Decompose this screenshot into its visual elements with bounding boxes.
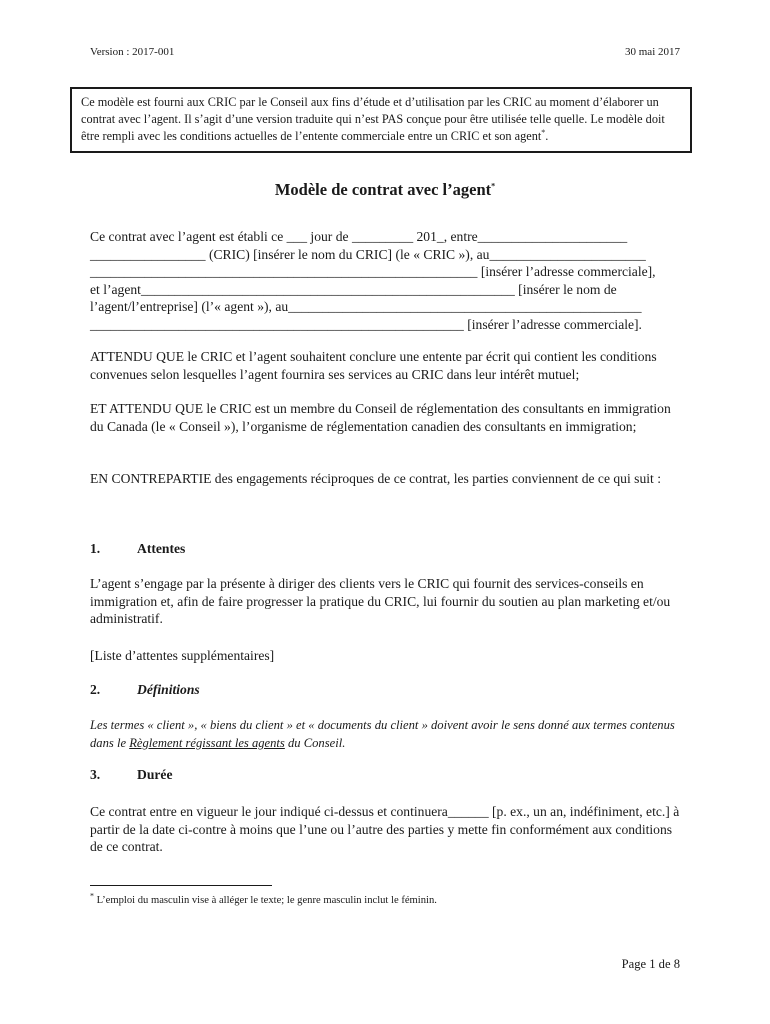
attentes-paragraph: L’agent s’engage par la présente à diriger des clients vers le CRIC qui fournit des services-conseils en immigration et, afin de faire progresser la pratique du CRIC, lui fournir du soutien au plan marketing et/ou administratif.: [90, 576, 671, 626]
footnote: [90, 891, 437, 906]
section-title: Attentes: [137, 541, 186, 556]
intro-line: _________________________________________________________ [insérer l’adresse commerciale],: [90, 264, 656, 279]
section-number: 3.: [90, 767, 101, 782]
page-header: [90, 46, 680, 58]
section-number: 2.: [90, 682, 101, 697]
definitions-text-start: Les termes « client », « biens du client » et « documents du client » doivent avoir le sens donné aux termes contenus dans le: [90, 718, 675, 750]
attentes-list-placeholder: [Liste d’attentes supplémentaires]: [90, 648, 275, 663]
version-label: Version : 2017-001: [90, 46, 175, 58]
section-title: Définitions: [137, 682, 200, 697]
intro-line: l’agent/l’entreprise] (l’« agent »), au____________________________________________________: [90, 299, 642, 314]
section-number: 1.: [90, 541, 101, 556]
document-title: [0, 180, 770, 200]
reglement-link[interactable]: Règlement régissant les agents: [129, 735, 285, 750]
intro-line: _________________ (CRIC) [insérer le nom du CRIC] (le « CRIC »), au_______________________: [90, 246, 646, 262]
notice-text: Ce modèle est fourni aux CRIC par le Conseil aux fins d’étude et d’utilisation par les CRIC au moment d’élaborer un contrat avec l’agent. Il s’agit d’une version traduite qui n’est PAS conçue pour être utilisée telle quelle. Le modèle doit être rempli avec les conditions actuelles de l’entente commerciale entre un CRIC et son agent: [81, 95, 665, 143]
footnote-text: L’emploi du masculin vise à alléger le texte; le genre masculin inclut le féminin.: [94, 895, 437, 906]
footnote-divider: [90, 885, 272, 886]
duree-paragraph: Ce contrat entre en vigueur le jour indiqué ci-dessus et continuera______ [p. ex., un an, indéfiniment, etc.] à partir de la date ci-contre à moins que l’une ou l’autre des parties y mette fin conformément aux conditions de ce contrat.: [90, 804, 680, 854]
notice-box: Ce modèle est fourni aux CRIC par le Conseil aux fins d’étude et d’utilisation par les CRIC au moment d’élaborer un contrat avec l’agent. Il s’agit d’une version traduite qui n’est PAS conçue pour être utilisée telle quelle. Le modèle doit être rempli avec les conditions actuelles de l’entente commerciale entre un CRIC et son agent*.: [70, 87, 692, 153]
definitions-paragraph: [90, 717, 680, 752]
attendu-paragraph: ATTENDU QUE le CRIC et l’agent souhaitent conclure une entente par écrit qui contient les conditions convenues selon lesquelles l’agent fournira ses services au CRIC dans leur intérêt mutuel;: [90, 349, 657, 382]
et-attendu-paragraph: ET ATTENDU QUE le CRIC est un membre du Conseil de réglementation des consultants en immigration du Canada (le « Conseil »), l’organisme de réglementation canadien des consultants en immigration;: [90, 401, 671, 434]
contrepartie-paragraph: EN CONTREPARTIE des engagements réciproques de ce contrat, les parties conviennent de ce qui suit :: [90, 471, 661, 486]
intro-line: Ce contrat avec l’agent est établi ce ___ jour de _________ 201_, entre______________________: [90, 229, 628, 244]
intro-paragraph: [90, 228, 680, 333]
intro-line: et l’agent_______________________________________________________ [insérer le nom de: [90, 281, 617, 297]
definitions-text-end: du Conseil.: [284, 735, 346, 750]
notice-footnote-marker: *: [541, 127, 546, 137]
title-footnote-marker: *: [491, 181, 496, 191]
page-number: Page 1 de 8: [621, 957, 680, 971]
footnote-marker: *: [90, 891, 94, 901]
title-text: Modèle de contrat avec l’agent: [274, 180, 492, 199]
header-date: 30 mai 2017: [625, 46, 680, 58]
section-title: Durée: [137, 767, 173, 782]
intro-line: _______________________________________________________ [insérer l’adresse commerciale].: [90, 316, 642, 332]
